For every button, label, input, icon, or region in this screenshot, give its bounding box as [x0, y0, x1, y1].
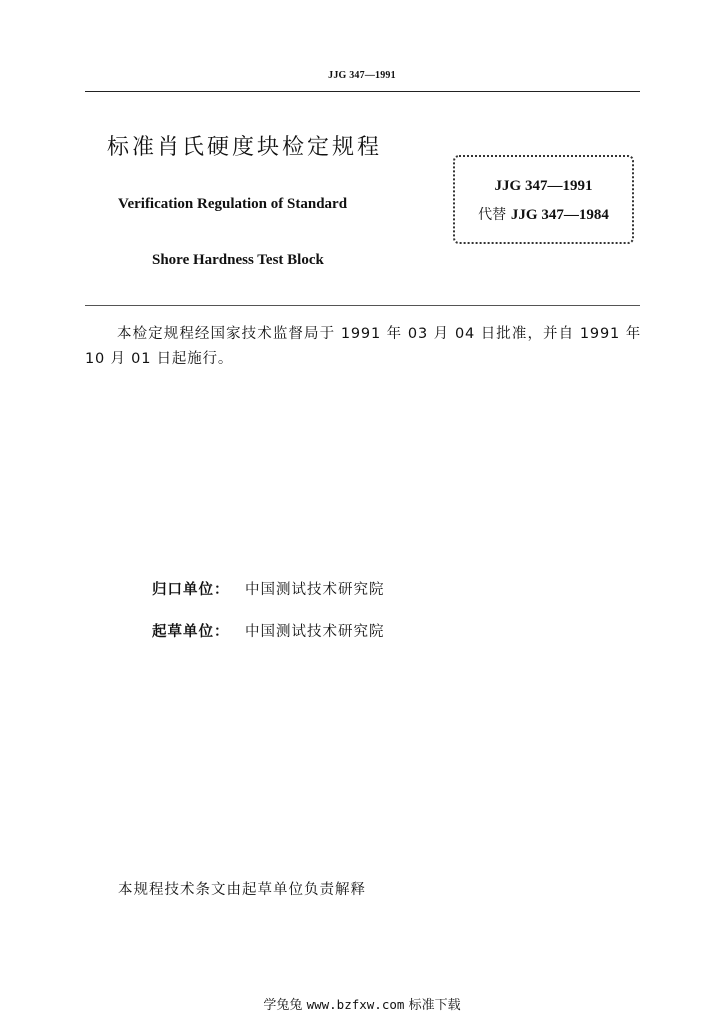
title-divider — [85, 305, 640, 306]
code-box-code: JJG 347—1991 — [494, 178, 593, 194]
footer-url[interactable]: www.bzfxw.com — [306, 997, 405, 1012]
unit-label: 起草单位： — [152, 624, 230, 640]
title-chinese: 标准肖氏硬度块检定规程 — [107, 135, 383, 160]
footer-site-name: 学兔兔 — [263, 998, 303, 1013]
replaces-code: JJG 347—1984 — [510, 207, 609, 223]
unit-value: 中国测试技术研究院 — [245, 582, 385, 598]
unit-value: 中国测试技术研究院 — [245, 624, 385, 640]
code-box-replaces — [453, 204, 634, 224]
unit-row-drafting — [152, 620, 385, 641]
title-english-line2: Shore Hardness Test Block — [152, 252, 324, 268]
standard-code-box — [453, 155, 634, 244]
title-english-line1: Verification Regulation of Standard — [118, 196, 348, 212]
unit-row-responsible — [152, 578, 385, 599]
footer-tagline: 标准下载 — [408, 998, 461, 1013]
footer-watermark — [0, 994, 724, 1013]
interpretation-note: 本规程技术条文由起草单位负责解释 — [118, 882, 366, 898]
header-standard-code: JJG 347—1991 — [328, 70, 396, 81]
unit-label: 归口单位： — [152, 582, 230, 598]
approval-paragraph: 本检定规程经国家技术监督局于 1991 年 03 月 04 日批准，并自 1991 年 10 月 01 日起施行。 — [85, 326, 641, 367]
replaces-prefix: 代替 — [478, 207, 507, 223]
header-rule — [85, 91, 640, 92]
